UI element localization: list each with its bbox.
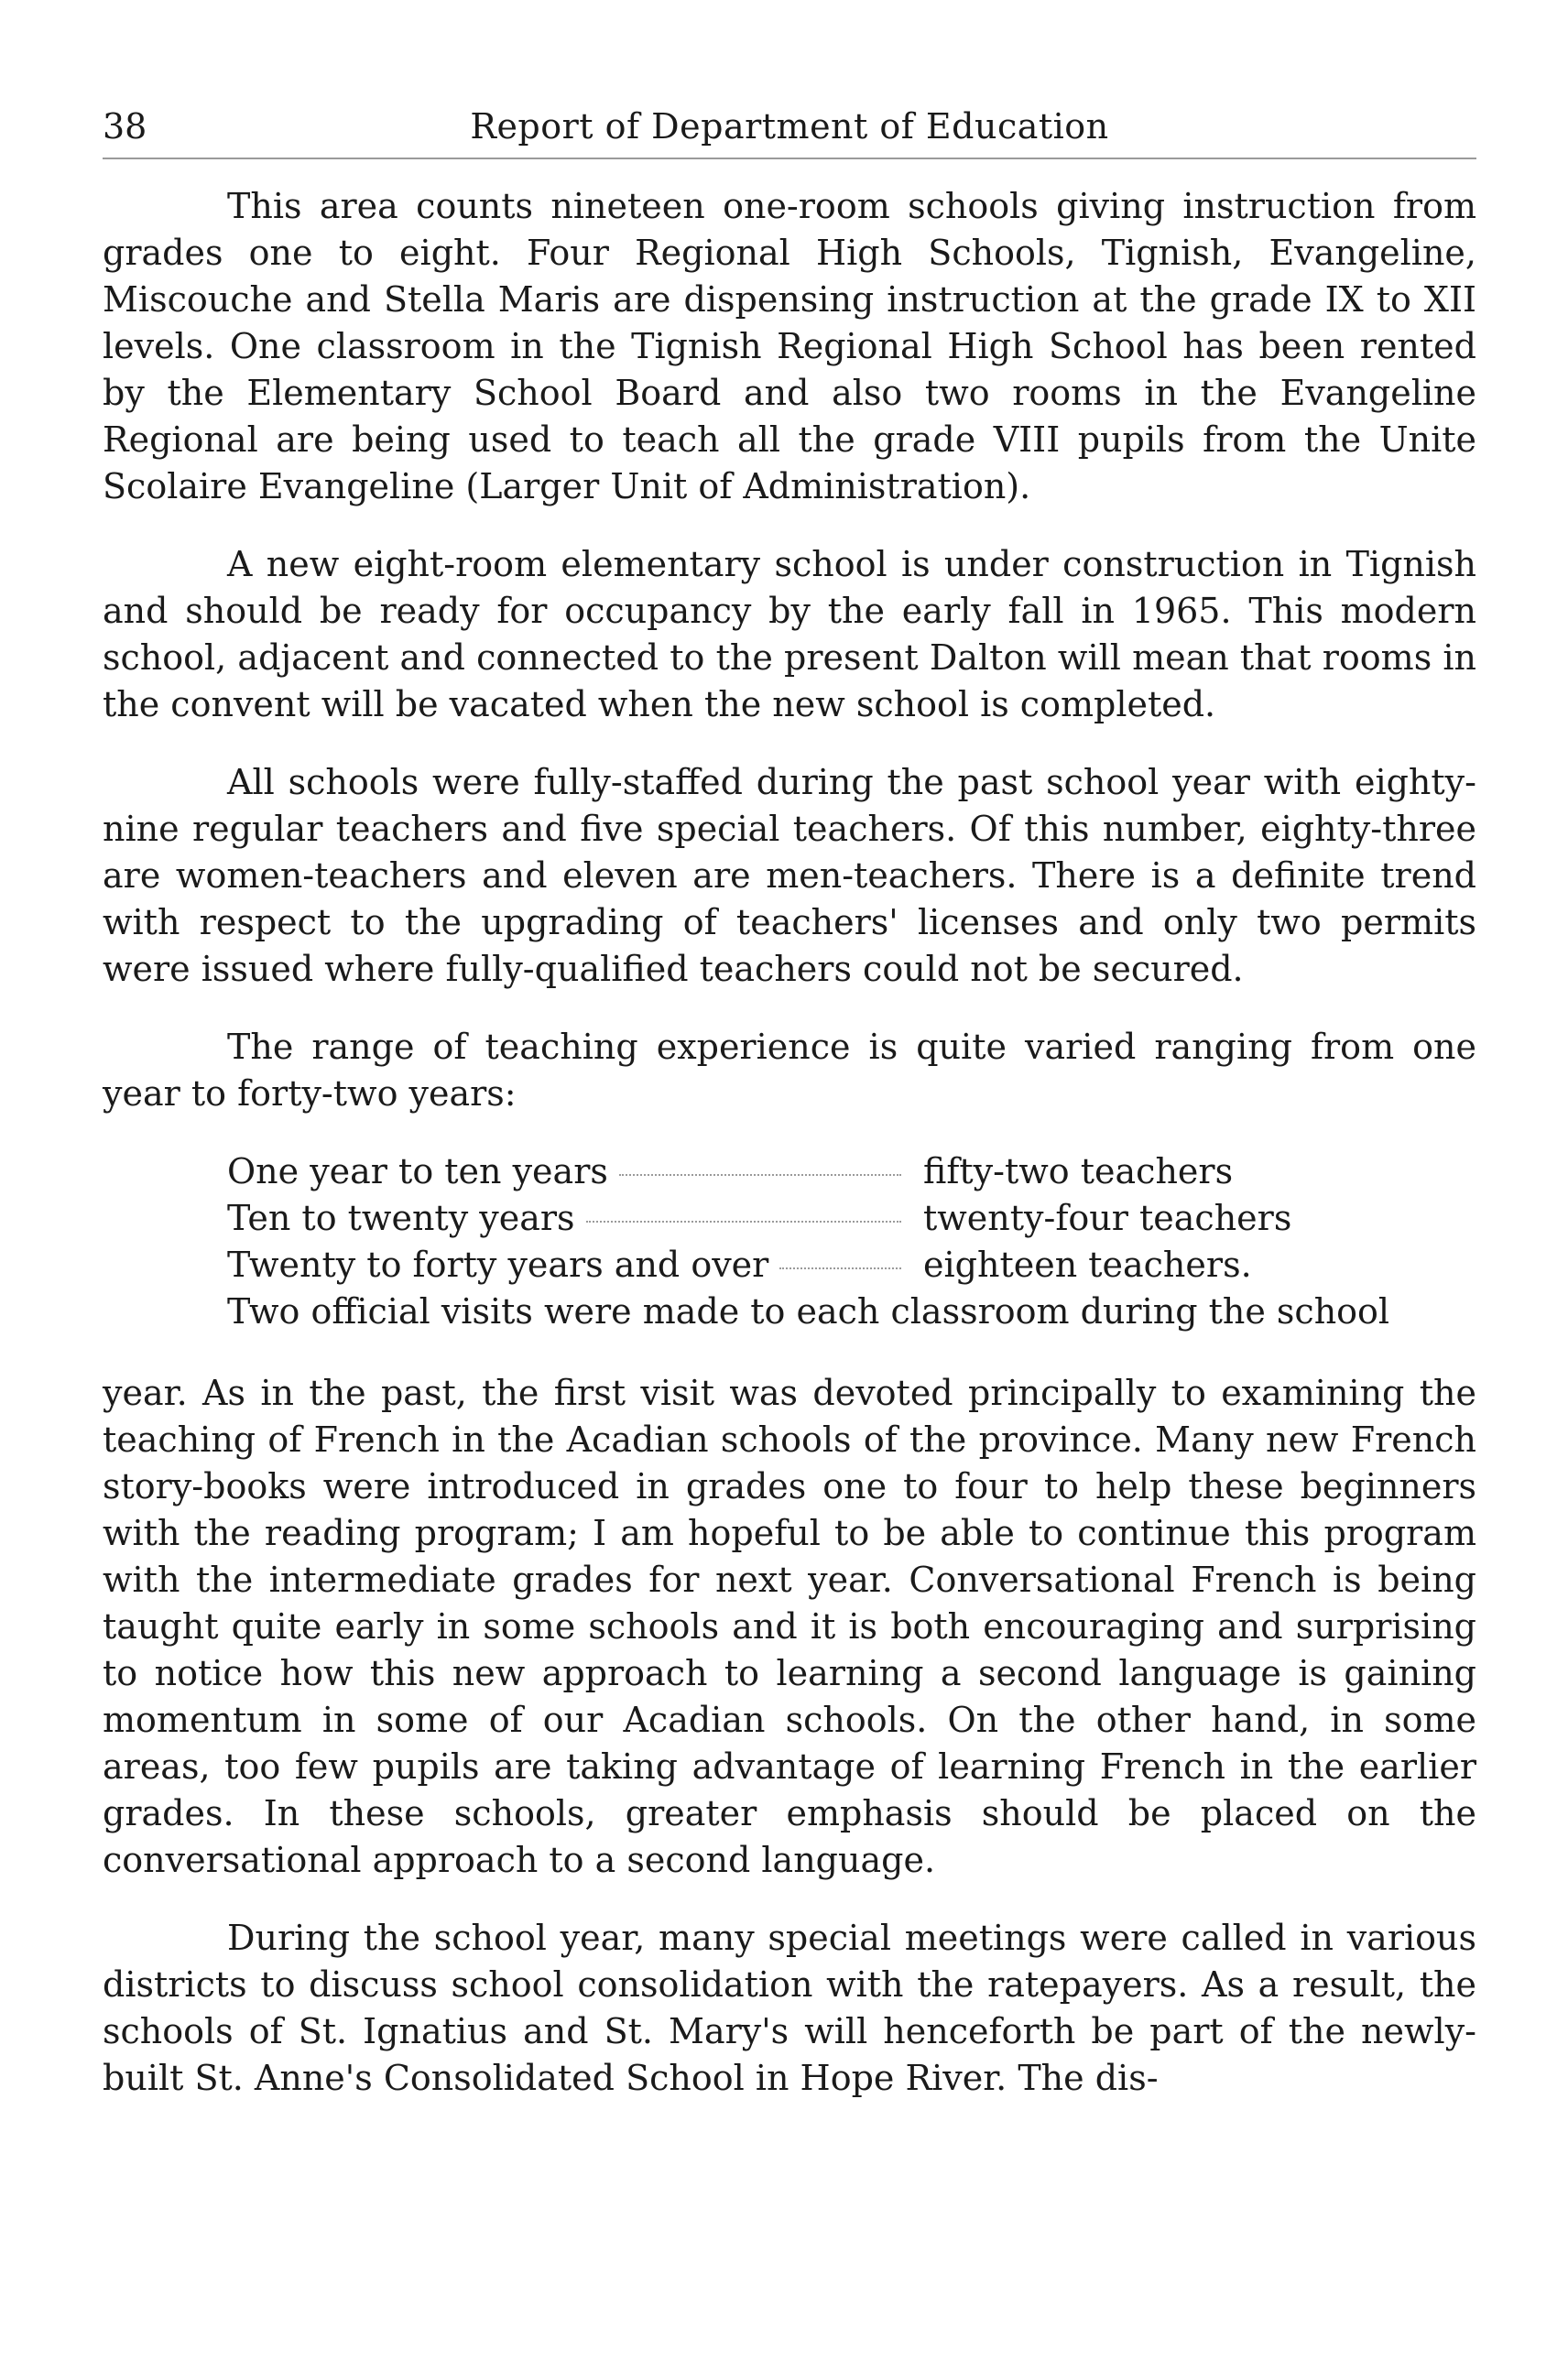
experience-list — [227, 1148, 1476, 1289]
experience-count: twenty-four teachers — [923, 1198, 1292, 1238]
experience-row — [227, 1242, 1476, 1289]
page-number: 38 — [103, 106, 147, 147]
paragraph-schools: This area counts nineteen one-room schools giving instruction from grades one to eight. Four Regional High Schools, Tignish, Evangeline, Miscouche and Stella Maris are dispensing instruction at the grade IX to XII levels. One classroom in the Tignish Regional High School has been rented by the Elementary School Board and also two rooms in the Evangeline Regional are being used to teach all the grade VIII pupils from the Unite Scolaire Evangeline (Larger Unit of Administration). — [103, 186, 1476, 506]
paragraph-visits-lead: Two official visits were made to each classroom during the school — [227, 1291, 1390, 1332]
experience-count: fifty-two teachers — [923, 1151, 1234, 1191]
running-title: Report of Department of Education — [470, 106, 1109, 147]
dot-leader — [586, 1221, 901, 1223]
paragraph-visits-continuation: year. As in the past, the first visit was devoted principally to examining the teaching of French in the Acadian schools of the province. Many new French story-books were introduced in grades one to four to help these beginners with the reading program; I am hopeful to be able to continue this program with the intermediate grades for next year. Conversational French is being taught quite early in some schools and it is both encouraging and surprising to notice how this new approach to learning a second language is gaining momentum in some of our Acadian schools. On the other hand, in some areas, too few pupils are taking advantage of learning French in the earlier grades. In these schools, greater emphasis should be placed on the conversational approach to a second language. — [103, 1373, 1476, 1880]
dot-leader — [619, 1174, 901, 1176]
dot-leader — [779, 1267, 901, 1269]
experience-row — [227, 1148, 1476, 1195]
paragraph-staffing: All schools were fully-staffed during the past school year with eighty-nine regular teachers and five special teachers. Of this number, eighty-three are women-teachers and eleven are men-teachers. There is a definite trend with respect to the upgrading of teachers' licenses and only two permits were issued where fully-qualified teachers could not be secured. — [103, 762, 1476, 989]
paragraph-construction: A new eight-room elementary school is under construction in Tignish and should be ready for occupancy by the early fall in 1965. This modern school, adjacent and connected to the present Dalton will mean that rooms in the convent will be vacated when the new school is completed. — [103, 544, 1476, 724]
paragraph-experience-intro: The range of teaching experience is quite varied ranging from one year to forty-two years: — [103, 1027, 1476, 1114]
body-text — [103, 183, 1476, 2102]
paragraph-consolidation: During the school year, many special meetings were called in various districts to discuss school consolidation with the ratepayers. As a result, the schools of St. Ignatius and St. Mary's will henceforth be part of the newly-built St. Anne's Consolidated School in Hope River. The dis- — [103, 1918, 1476, 2098]
experience-row — [227, 1195, 1476, 1242]
experience-range: Ten to twenty years — [227, 1198, 575, 1238]
experience-range: One year to ten years — [227, 1151, 608, 1191]
header-rule — [103, 158, 1476, 159]
experience-count: eighteen teachers. — [923, 1245, 1252, 1285]
experience-range: Twenty to forty years and over — [227, 1245, 769, 1285]
page-header — [103, 101, 1476, 152]
